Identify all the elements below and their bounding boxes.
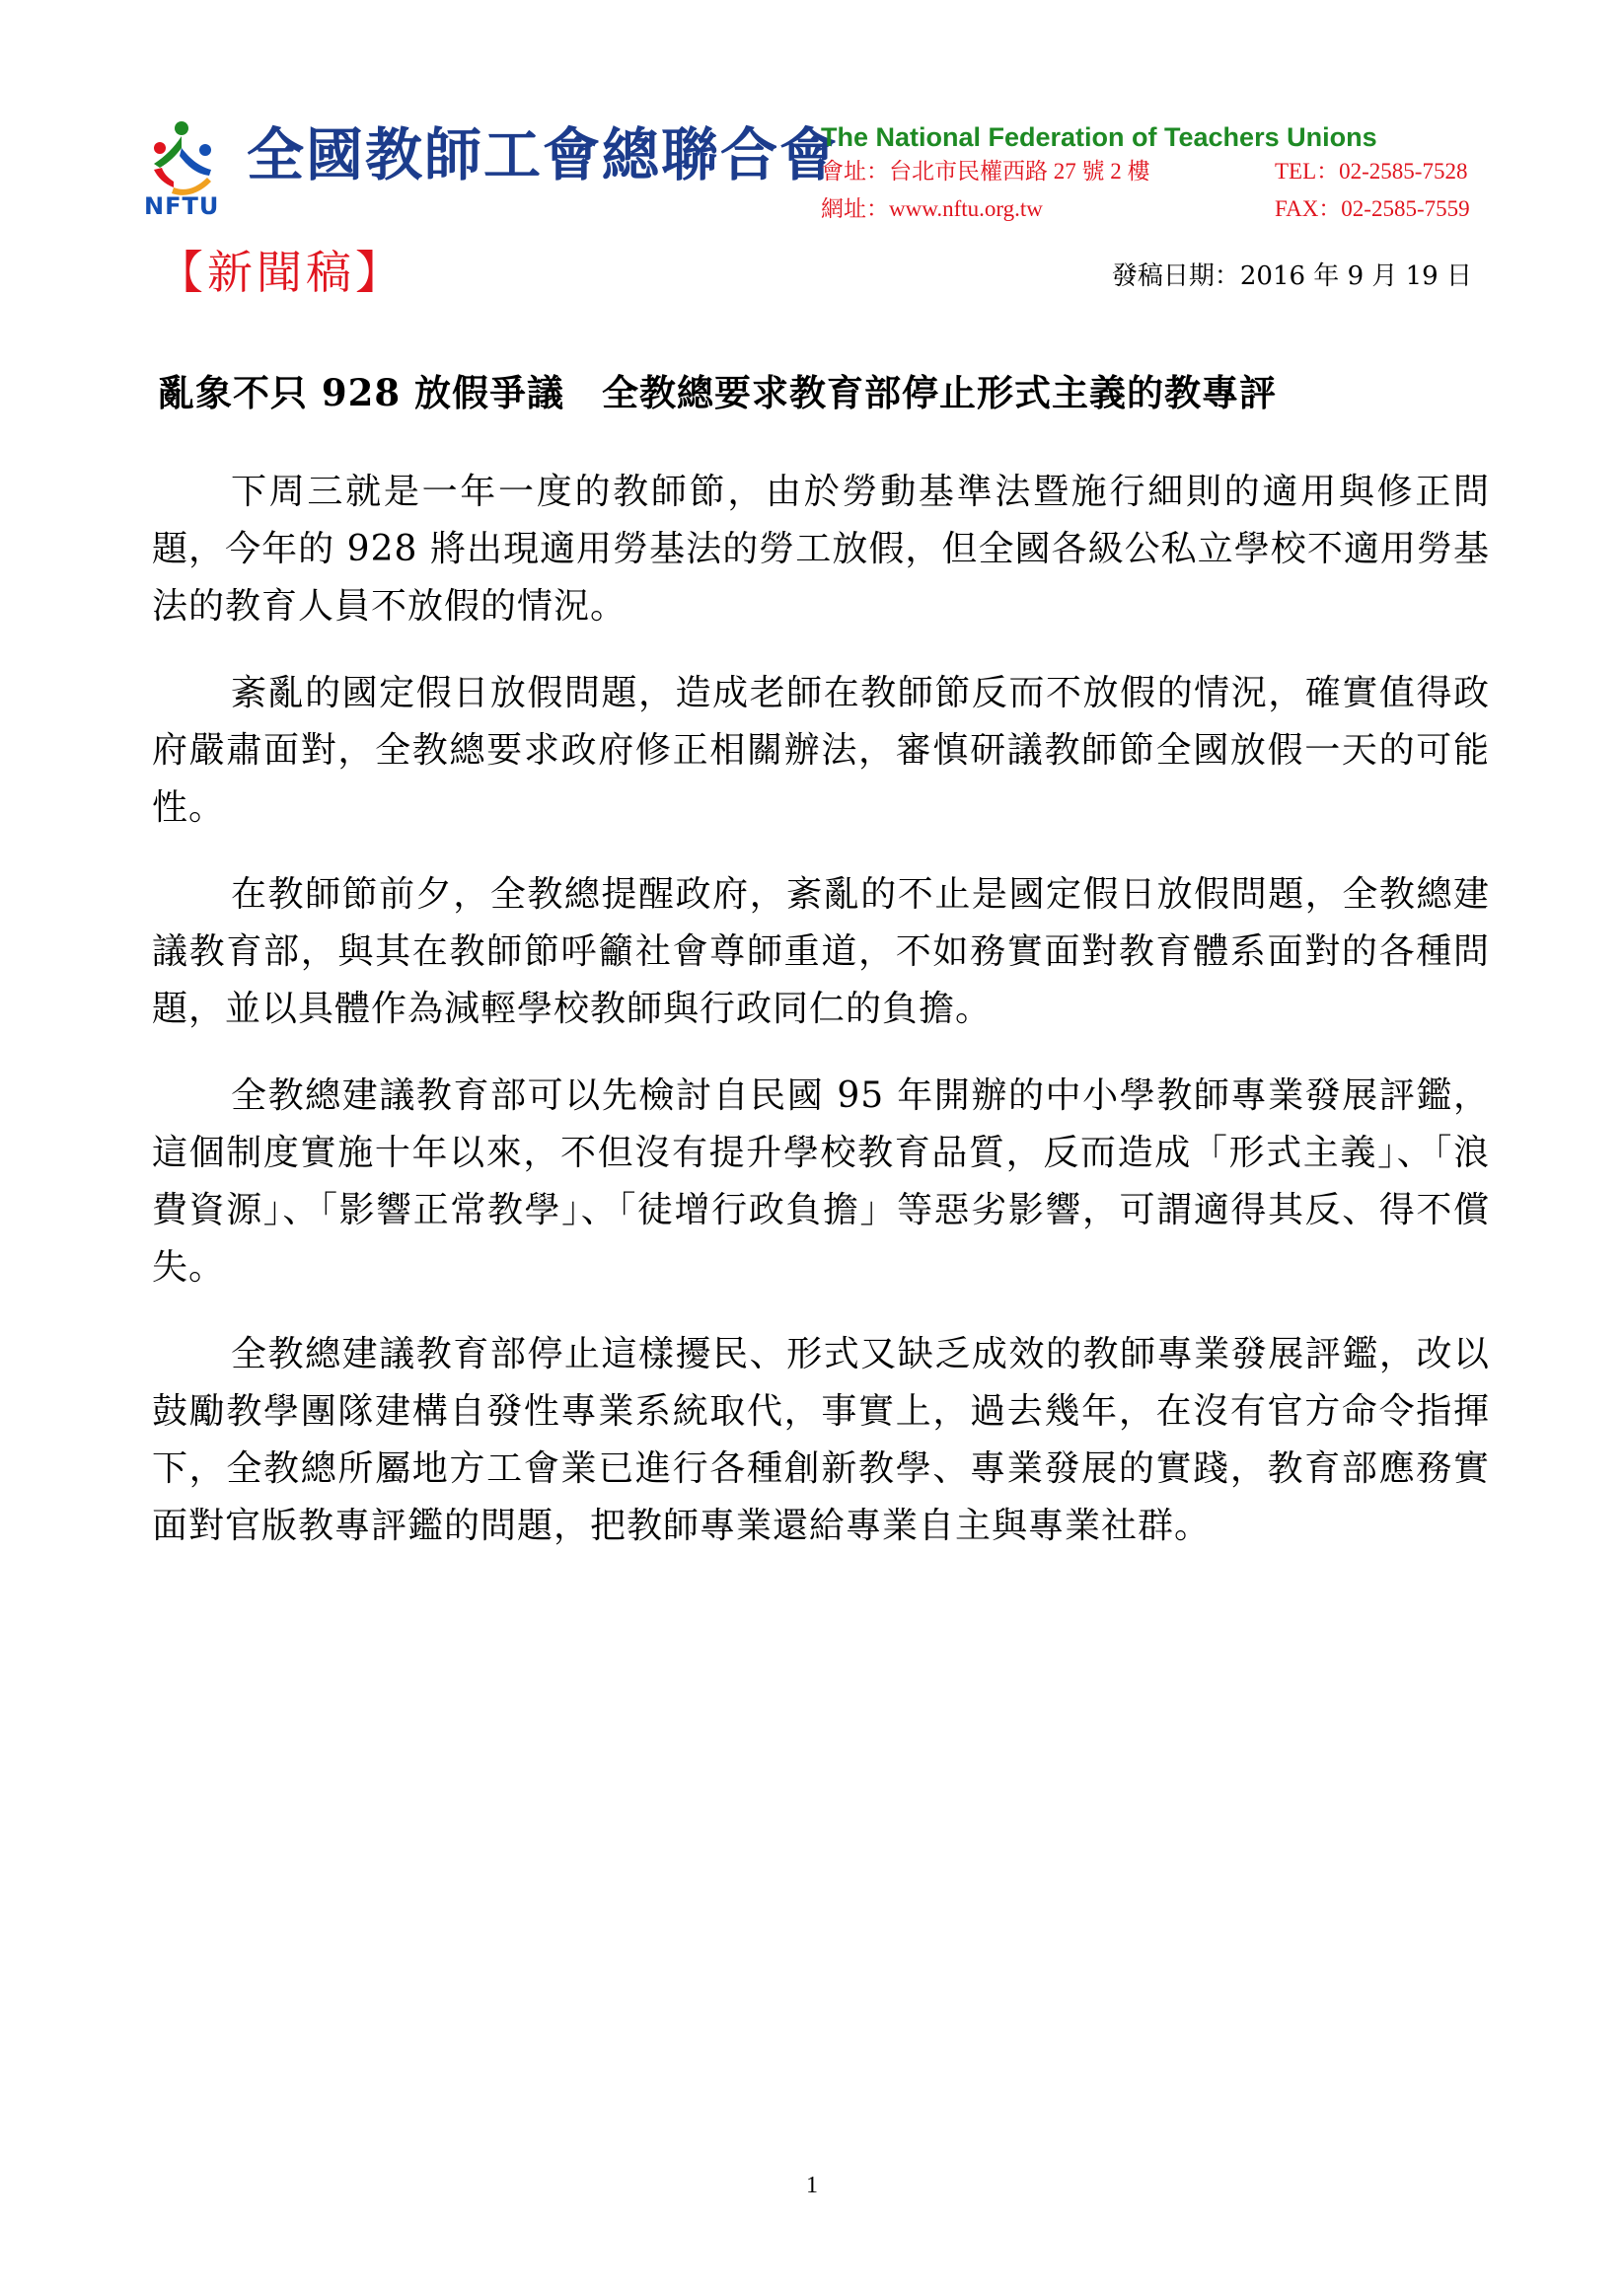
paragraph: 全教總建議教育部停止這樣擾民、形式又缺乏成效的教師專業發展評鑑，改以鼓勵教學團隊建構自發性專業系統取代，事實上，過去幾年，在沒有官方命令指揮下，全教總所屬地方工會業已進行各種創新教學、專業發展的實踐，教育部應務實面對官版教專評鑑的問題，把教師專業還給專業自主與專業社群。 [152, 1334, 1490, 1546]
paragraph: 紊亂的國定假日放假問題，造成老師在教師節反而不放假的情況，確實值得政府嚴肅面對，全教總要求政府修正相關辦法，審慎研議教師節全國放假一天的可能性。 [152, 673, 1490, 828]
address-text: 會址：台北市民權西路 27 號 2 樓 [821, 159, 1150, 184]
paragraph: 下周三就是一年一度的教師節，由於勞動基準法暨施行細則的適用與修正問題，今年的 928 將出現適用勞基法的勞工放假，但全國各級公私立學校不適用勞基法的教育人員不放假的情況。 [152, 472, 1490, 627]
website-link[interactable]: 網址：www.nftu.org.tw [821, 196, 1043, 221]
logo-abbreviation: NFTU [144, 192, 220, 220]
release-date: 發稿日期：2016 年 9 月 19 日 [1111, 261, 1472, 291]
fax-text: FAX：02-2585-7559 [1275, 196, 1470, 221]
press-release-label: 【新聞稿】 [158, 246, 405, 299]
headline: 亂象不只 928 放假爭議 全教總要求教育部停止形式主義的教專評 [158, 371, 1277, 414]
paragraph: 全教總建議教育部可以先檢討自民國 95 年開辦的中小學教師專業發展評鑑，這個制度實施十年以來，不但沒有提升學校教育品質，反而造成「形式主義」、「浪費資源」、「影響正常教學」、「徒增行政負擔」等惡劣影響，可謂適得其反、得不償失。 [152, 1075, 1490, 1288]
page-number: 1 [806, 2173, 818, 2198]
telephone-text: TEL：02-2585-7528 [1275, 159, 1468, 184]
body-text [152, 464, 1490, 1585]
paragraph: 在教師節前夕，全教總提醒政府，紊亂的不止是國定假日放假問題，全教總建議教育部，與其在教師節呼籲社會尊師重道，不如務實面對教育體系面對的各種問題，並以具體作為減輕學校教師與行政同仁的負擔。 [152, 874, 1490, 1029]
organization-name-chinese: 全國教師工會總聯合會 [247, 121, 840, 188]
organization-name-english: The National Federation of Teachers Unions [821, 122, 1377, 152]
contact-row-website [821, 193, 1488, 225]
contact-row-address [821, 156, 1488, 187]
